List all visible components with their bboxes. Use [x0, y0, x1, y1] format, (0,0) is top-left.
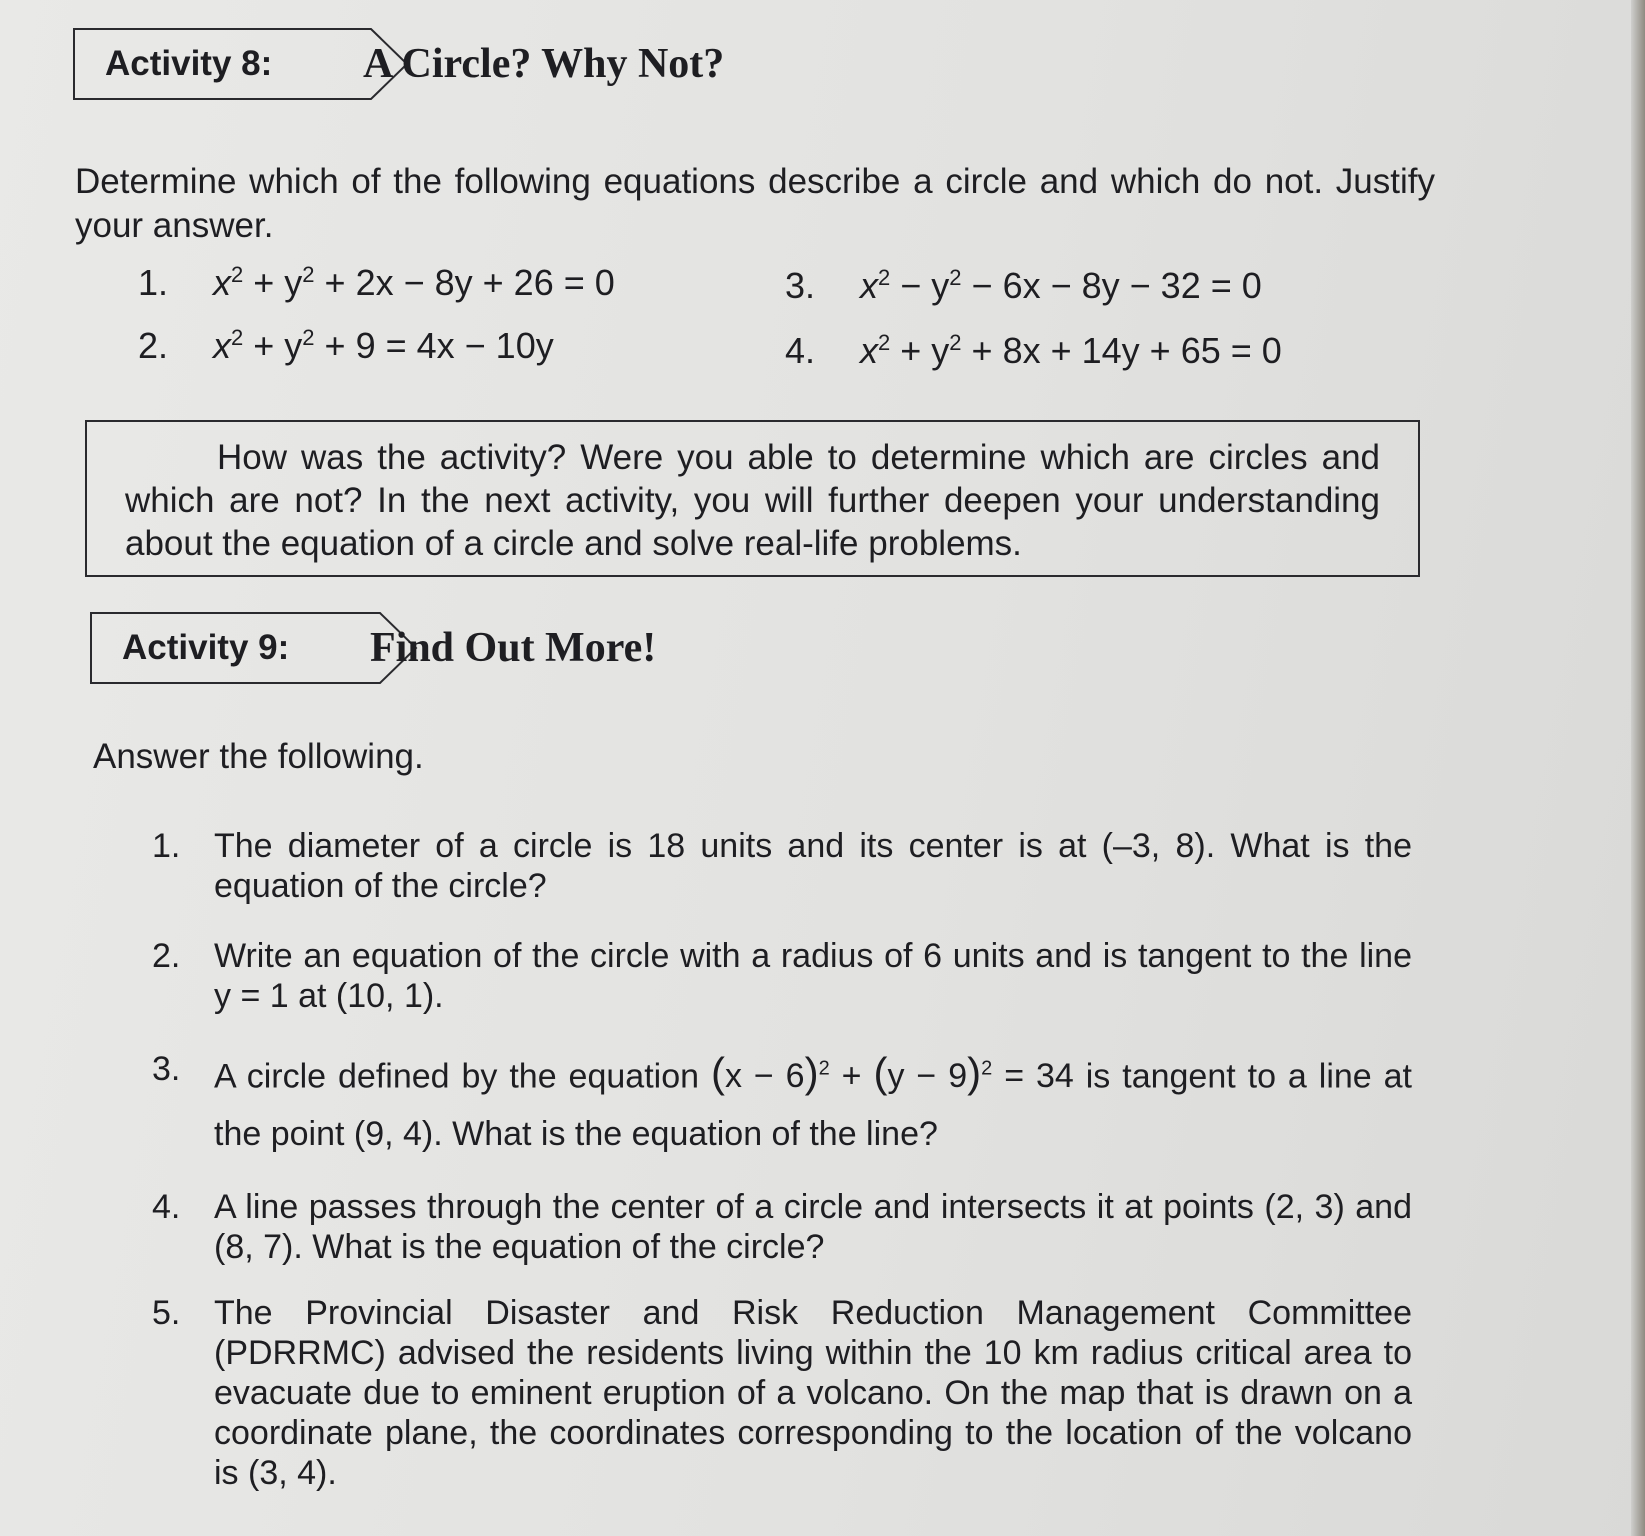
equation-1	[138, 262, 615, 304]
question-text: A line passes through the center of a circle and intersects it at points (2, 3) and (8, 7). What is the equation of the circle?	[214, 1188, 1412, 1267]
question-list	[152, 826, 1412, 1493]
question-1	[152, 826, 1412, 906]
equation-text: $x^2 + y^2 + 2x - 8y + 26 = 0$	[213, 262, 615, 303]
activity-8-header	[73, 28, 773, 100]
equation-text: $x^2 + y^2 + 9 = 4x - 10y$	[213, 325, 554, 366]
activity-8-instruction: Determine which of the following equations describe a circle and which do not. Justify your answer.	[75, 162, 1435, 245]
question-number: 5.	[152, 1294, 181, 1333]
question-5	[152, 1293, 1412, 1493]
reflection-note-text: How was the activity? Were you able to determine which are circles and which are not? In the next activity, you will further deepen your understanding about the equation of a circle and solve real-life problems.	[125, 438, 1380, 563]
equation-text: $x^2 + y^2 + 8x + 14y + 65 = 0$	[860, 330, 1282, 371]
circle-equation: $(x - 6)^2 + (y - 9)^2 = 34$	[710, 1049, 1074, 1097]
activity-9-tag-label: Activity 9:	[122, 628, 290, 667]
question-number: 3.	[152, 1050, 181, 1088]
activity-8-title: A Circle? Why Not?	[363, 41, 725, 87]
equation-number: 4.	[785, 330, 816, 371]
question-4	[152, 1187, 1412, 1267]
question-text: The Provincial Disaster and Risk Reduction Management Committee (PDRRMC) advised the residents living within the 10 km radius critical area to evacuate due to eminent eruption of a volcano. On the map that is drawn on a coordinate plane, the coordinates corresponding to the location of the volcano is (3, 4).	[214, 1294, 1412, 1493]
equation-3	[785, 265, 1262, 307]
question-number: 2.	[152, 937, 181, 975]
activity-8-tag-label: Activity 8:	[105, 44, 273, 83]
equation-number: 2.	[138, 325, 169, 366]
activity-9-header	[90, 612, 790, 684]
activity-9-instruction: Answer the following.	[93, 737, 424, 776]
equation-number: 3.	[785, 265, 816, 306]
question-number: 1.	[152, 827, 181, 865]
equation-text: $x^2 - y^2 - 6x - 8y - 32 = 0$	[860, 265, 1262, 306]
equation-4	[785, 330, 1282, 372]
activity-9-tag	[90, 612, 322, 684]
page-edge	[1631, 0, 1645, 1536]
reflection-note-box	[85, 420, 1420, 577]
question-number: 4.	[152, 1188, 181, 1227]
activity-8-tag	[73, 28, 313, 100]
equation-number: 1.	[138, 262, 169, 303]
question-text: Write an equation of the circle with a radius of 6 units and is tangent to the line y = 1 at (10, 1).	[214, 937, 1412, 1015]
equation-2	[138, 325, 554, 367]
question-text: A circle defined by the equation $(x - 6)^2 + (y - 9)^2 = 34$ is tangent to a line at the point (9, 4). What is the equation of the line?	[214, 1049, 1412, 1154]
question-2	[152, 936, 1412, 1016]
activity-9-title: Find Out More!	[370, 625, 657, 671]
question-text: The diameter of a circle is 18 units and its center is at (–3, 8). What is the equation of the circle?	[214, 827, 1412, 905]
question-3	[152, 1040, 1412, 1163]
